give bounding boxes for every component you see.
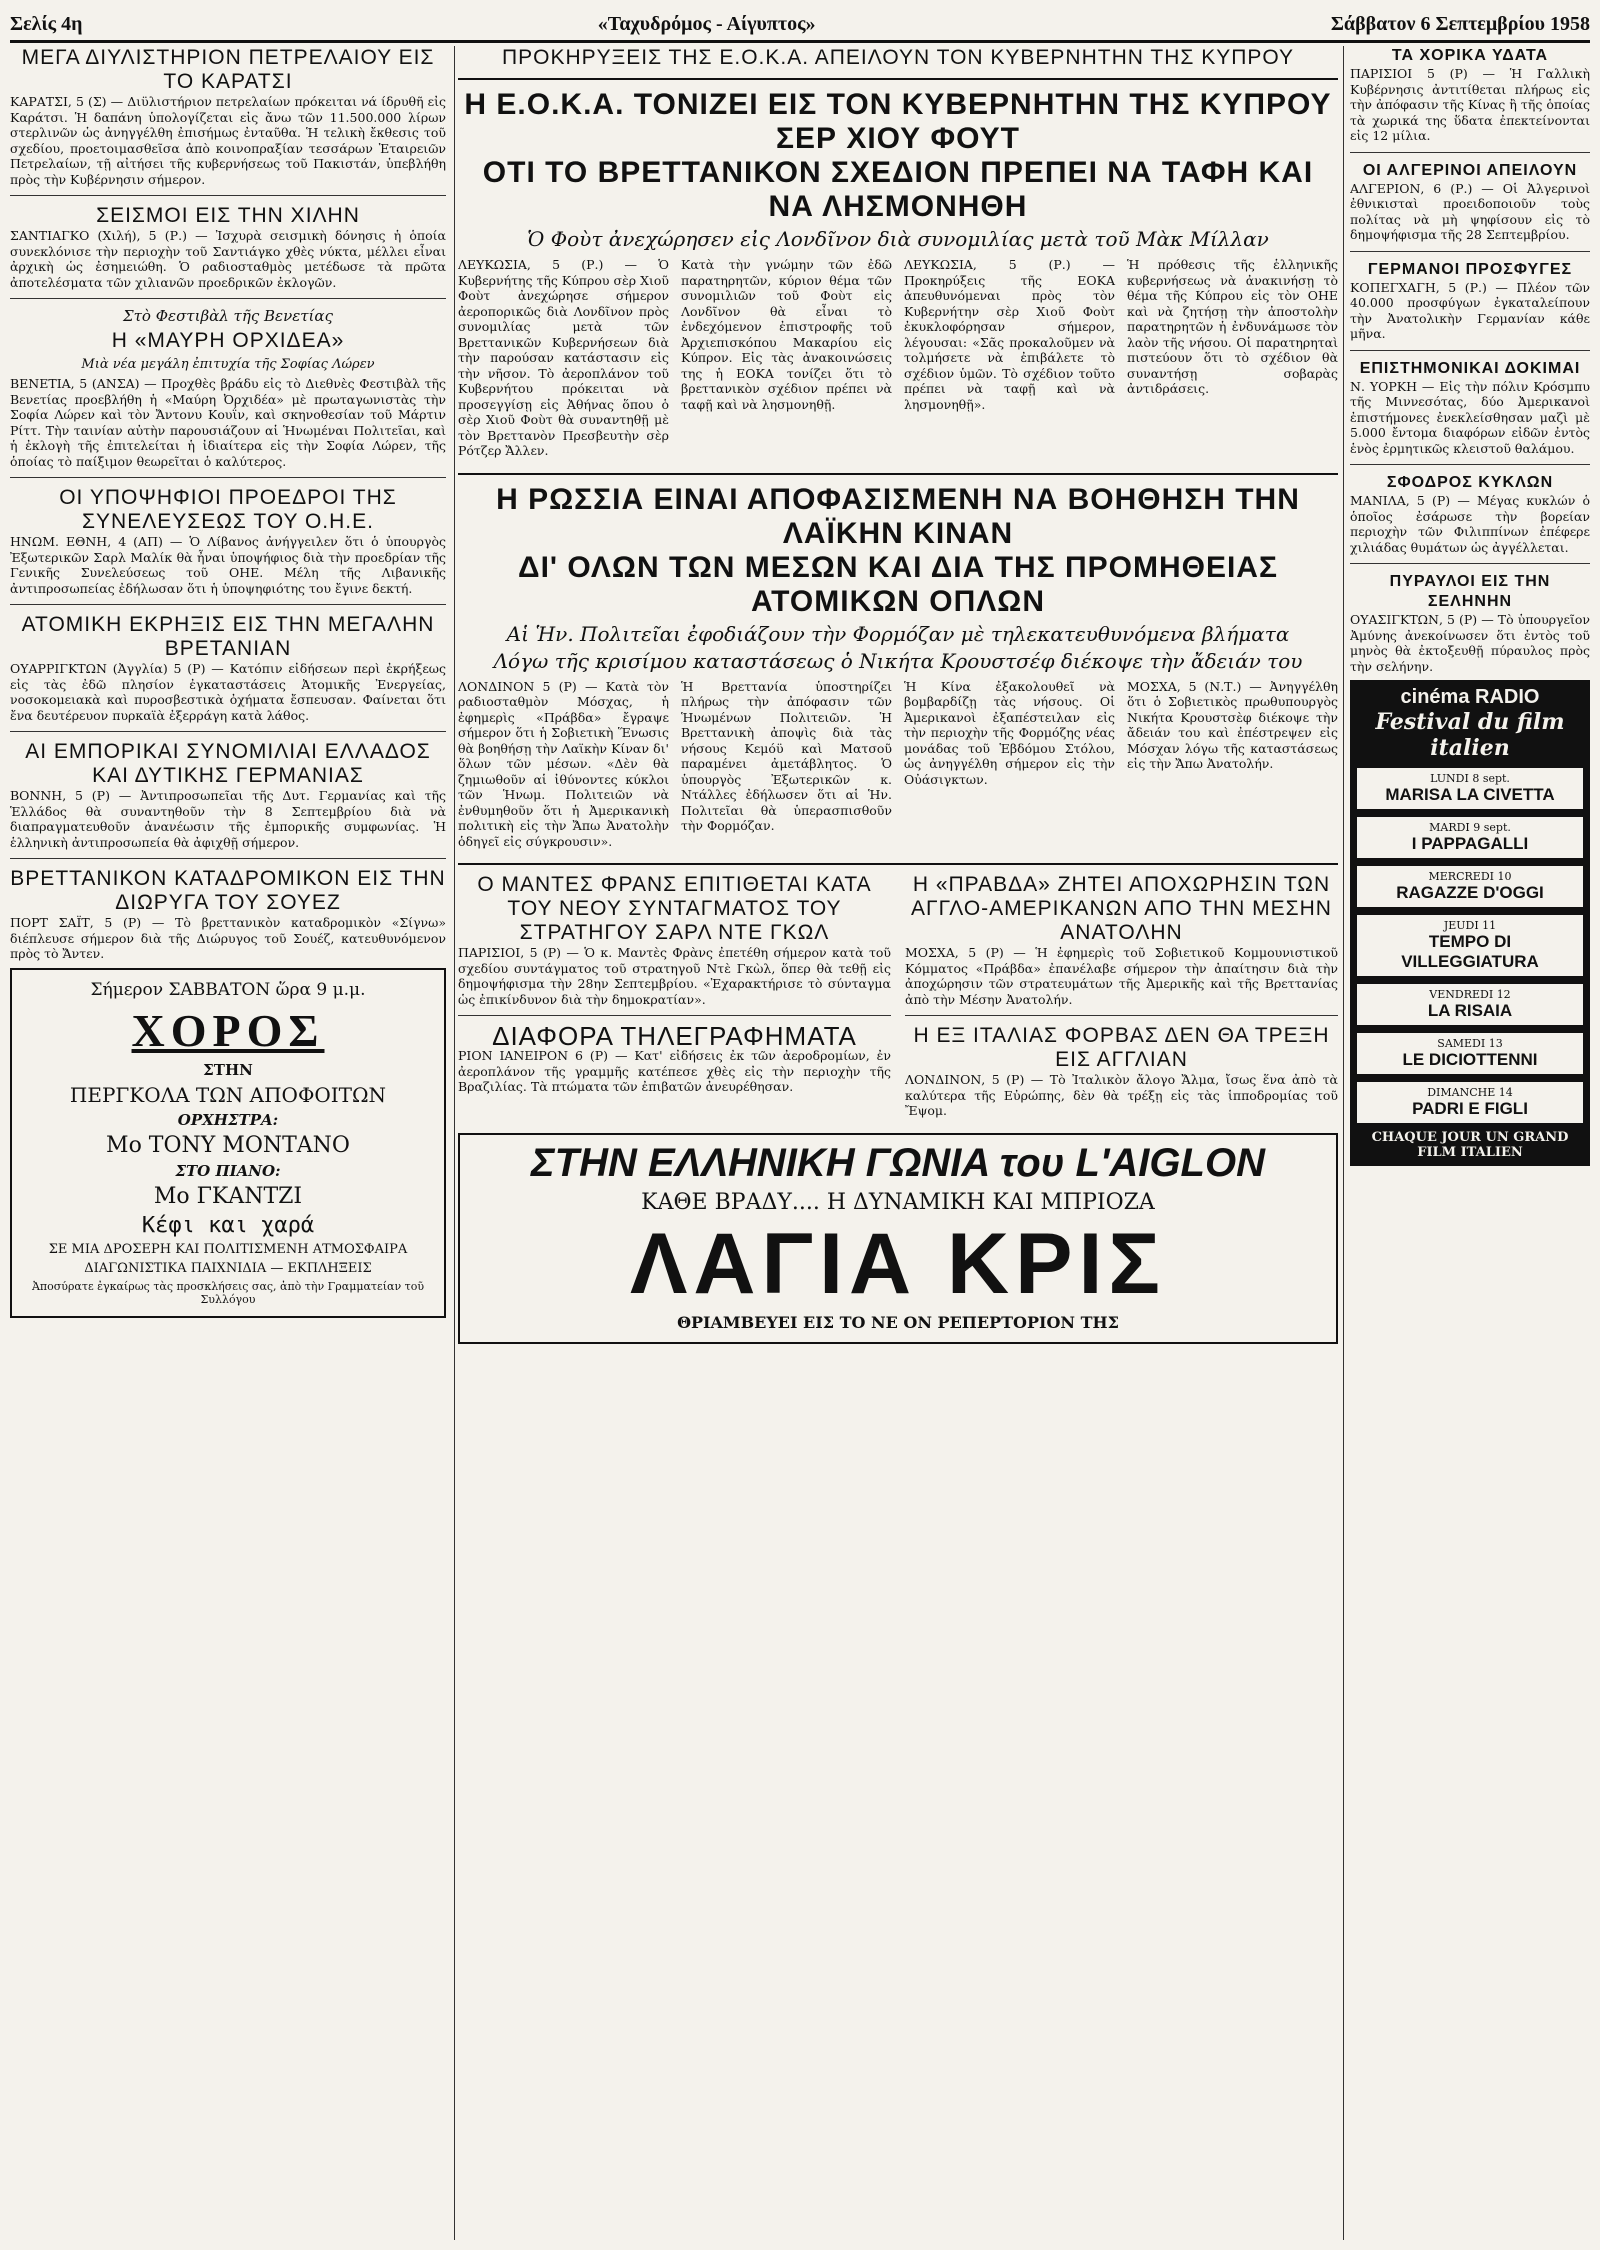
fun-games: ΔΙΑΓΩΝΙΣΤΙΚΑ ΠΑΙΧΝΙΔΙΑ — ΕΚΠΛΗΞΕΙΣ: [84, 1260, 372, 1276]
article-science: Ν. ΥΟΡΚΗ — Εἰς τὴν πόλιν Κρόσμπυ τῆς Μιννεσότας, δύο Ἀμερικανοὶ ἐπιστήμονες ἐνεκλείσθησαν μαζὶ μὲ 5.000 ἔντομα διαφόρων εἰδῶν ἐντὸς ἑνὸς ἐρμητικῶς κλειστοῦ θαλάμου.: [1350, 378, 1590, 456]
orchestra-name: Μο ΤΟΝΥ ΜΟΝΤΑΝΟ: [106, 1132, 350, 1158]
kicker-venice: Στὸ Φεστιβὰλ τῆς Βενετίας: [123, 307, 333, 325]
subhead-foot: Ὁ Φοὺτ ἀνεχώρησεν εἰς Λονδῖνον διὰ συνομιλίας μετὰ τοῦ Μὰκ Μίλλαν: [527, 227, 1269, 251]
film-day: MERCREDI 10: [1428, 870, 1512, 883]
film-title: LE DICIOTTENNI: [1402, 1050, 1538, 1069]
dance-time: Σήμερον ΣΑΒΒΑΤΟΝ ὥρα 9 μ.μ.: [90, 979, 366, 1000]
film-day: DIMANCHE 14: [1427, 1086, 1513, 1099]
headline-cruiser: ΒΡΕΤΤΑΝΙΚΟΝ ΚΑΤΑΔΡΟΜΙΚΟΝ ΕΙΣ ΤΗΝ ΔΙΩΡΥΓΑ ΤΟΥ ΣΟΥΕΖ: [10, 867, 446, 914]
aiglon-star: ΛΑΓΙΑ ΚΡΙΣ: [629, 1215, 1167, 1312]
article-un: ΗΝΩΜ. ΕΘΝΗ, 4 (ΑΠ) — Ὁ Λίβανος ἀνήγγειλεν ὅτι ὁ ὑπουργὸς Ἐξωτερικῶν Σαρλ Μαλίκ θὰ ἦναι ὑποψήφιος διὰ τὴν προεδρίαν τῆς Γενικῆς Συνελεύσεως τοῦ ΟΗΕ. Μέλη τῆς Λιβανικῆς ἀντιπροσωπείας ἐδήλωσαν ὅτι ἡ ὑποψηφιότης του ἔγινε δεκτή.: [10, 534, 446, 596]
kicker-cyprus: ΠΡΟΚΗΡΥΞΕΙΣ ΤΗΣ Ε.Ο.Κ.Α. ΑΠΕΙΛΟΥΝ ΤΟΝ ΚΥΒΕΡΝΗΤΗΝ ΤΗΣ ΚΥΠΡΟΥ: [501, 46, 1295, 69]
film-day: MARDI 9 sept.: [1429, 821, 1511, 834]
headline-telegrams: ΔΙΑΦΟΡΑ ΤΗΛΕΓΡΑΦΗΜΑΤΑ: [492, 1021, 857, 1051]
right-column: [1350, 46, 1590, 2240]
article-horse: ΛΟΝΔΙΝΟΝ, 5 (Ρ) — Τὸ Ἰταλικὸν ἄλογο Ἄλμα, ἴσως ἕνα ἀπὸ τὰ καλύτερα τῆς Εὐρώπης, δὲν θὰ τρέξῃ εἰς τὰς ἱπποδρομίας τοῦ Ἔψομ.: [905, 1072, 1338, 1118]
film-day: VENDREDI 12: [1429, 988, 1511, 1001]
aiglon-sub: ΚΑΘΕ ΒΡΑΔΥ.... Η ΔΥΝΑΜΙΚΗ ΚΑΙ ΜΠΡΙΟΖΑ: [641, 1189, 1155, 1215]
film-title: PADRI E FIGLI: [1412, 1099, 1528, 1118]
page-header: [10, 8, 1590, 43]
article-russia-3: Ἡ Κίνα ἐξακολουθεῖ νὰ βομβαρδίζῃ τὰς νήσους. Οἱ Ἀμερικανοὶ ἐξαπέστειλαν εἰς τὴν περιοχὴν τῆς Φορμόζης νέας μονάδας τοῦ Ἑβδόμου Στόλου, ὡς ἀνηγγέλθη σήμερον εἰς τὴν Οὐάσιγκτων.: [904, 678, 1115, 787]
subhead-formosa: Αἱ Ἡν. Πολιτεῖαι ἐφοδιάζουν τὴν Φορμόζαν μὲ τηλεκατευθυνόμενα βλήματα: [506, 621, 1290, 646]
film-title: RAGAZZE D'OGGI: [1396, 883, 1544, 902]
headline-orchid: Η «ΜΑΥΡΗ ΟΡΧΙΔΕΑ»: [111, 329, 345, 352]
article-cruiser: ΠΟΡΤ ΣΑΪΤ, 5 (Ρ) — Τὸ βρεττανικὸν καταδρομικὸν «Σίγνω» διέπλευσε σήμερον διὰ τῆς Διώρυγος τοῦ Σουέζ, κατευθυνόμενον πρὸς τὸ Ἄντεν.: [10, 915, 446, 961]
headline-science: ΕΠΙΣΤΗΜΟΝΙΚΑΙ ΔΟΚΙΜΑΙ: [1359, 359, 1581, 377]
aiglon-headline: ΣΤΗΝ ΕΛΛΗΝΙΚΗ ΓΩΝΙΑ του L'AIGLON: [531, 1140, 1265, 1185]
cinema-ad: [1350, 680, 1590, 1166]
headline-horse: Η ΕΞ ΙΤΑΛΙΑΣ ΦΟΡΒΑΣ ΔΕΝ ΘΑ ΤΡΕΞΗ ΕΙΣ ΑΓΓΛΙΑΝ: [913, 1024, 1330, 1071]
piano-name: Μο ΓΚΑΝΤΖΙ: [153, 1183, 303, 1209]
article-cyprus-3: ΛΕΥΚΩΣΙΑ, 5 (Ρ.) — Προκηρύξεις τῆς ΕΟΚΑ ἀπευθυνόμεναι πρὸς τὸν Κυβερνήτην σὲρ Χιοῦ Φοὺτ ἐκυκλοφόρησαν σήμερον, λέγουσαι: «Σᾶς προκαλοῦμεν νὰ τολμήσετε νὰ ἐπιβάλετε τὸ σχέδιον ὑμῶν. Τὸ σχέδιον τοῦτο πρέπει νὰ ταφῇ καὶ νὰ λησμονηθῇ».: [904, 257, 1115, 412]
headline-eoka-2: ΟΤΙ ΤΟ ΒΡΕΤΤΑΝΙΚΟΝ ΣΧΕΔΙΟΝ ΠΡΕΠΕΙ ΝΑ ΤΑΦΗ ΚΑΙ ΝΑ ΛΗΣΜΟΝΗΘΗ: [482, 156, 1314, 223]
film-title: LA RISAIA: [1427, 1001, 1513, 1020]
page-number: Σελίς 4η: [10, 12, 83, 35]
film-entry: [1356, 1032, 1584, 1075]
dance-ad: [10, 968, 446, 1318]
festival-footer: CHAQUE JOUR UN GRAND FILM ITALIEN: [1371, 1130, 1569, 1160]
dance-at: ΣΤΗΝ: [203, 1060, 253, 1079]
headline-atomic: ΑΤΟΜΙΚΗ ΕΚΡΗΞΙΣ ΕΙΣ ΤΗΝ ΜΕΓΑΛΗΝ ΒΡΕΤΑΝΙΑΝ: [21, 613, 435, 660]
issue-date: Σάββατον 6 Σεπτεμβρίου 1958: [1330, 12, 1590, 35]
column-rule: [454, 46, 455, 2240]
headline-mendes-france: Ο ΜΑΝΤΕΣ ΦΡΑΝΣ ΕΠΙΤΙΘΕΤΑΙ ΚΑΤΑ ΤΟΥ ΝΕΟΥ ΣΥΝΤΑΓΜΑΤΟΣ ΤΟΥ ΣΤΡΑΤΗΓΟΥ ΣΑΡΛ ΝΤΕ ΓΚΩΛ: [477, 873, 872, 944]
article-cyprus-2: Κατὰ τὴν γνώμην τῶν ἐδῶ παρατηρητῶν, κύριον θέμα τῶν συνομιλιῶν τοῦ Φοὺτ εἰς Λονδῖνον θὰ εἶναι τὸ ἐνδεχόμενον ἐπιστροφῆς τοῦ Ἀρχιεπισκόπου Μακαρίου εἰς Κύπρον. Εἰς τὰς ἀνακοινώσεις της ἡ ΕΟΚΑ τονίζει ὅτι τὸ βρεττανικὸν σχέδιον πρέπει νὰ ταφῇ καὶ νὰ λησμονηθῇ.: [681, 257, 892, 412]
article-cyclone: ΜΑΝΙΛΑ, 5 (Ρ) — Μέγας κυκλών ὁ ὁποῖος ἐσάρωσε τὴν βορείαν περιοχὴν τῶν Φιλιππίνων ἐπέφερε χιλιάδας θυμάτων ὡς ἀγγέλλεται.: [1350, 493, 1590, 555]
article-refugees: ΚΟΠΕΓΧΑΓΗ, 5 (Ρ.) — Πλέον τῶν 40.000 προσφύγων ἐγκαταλείπουν τὴν Ἀνατολικὴν Γερμανίαν κάθε μῆνα.: [1350, 279, 1590, 341]
film-title: MARISA LA CIVETTA: [1385, 785, 1555, 804]
headline-waters: ΤΑ ΧΟΡΙΚΑ ΥΔΑΤΑ: [1391, 47, 1549, 64]
article-pravda: ΜΟΣΧΑ, 5 (Ρ) — Ἡ ἐφημερὶς τοῦ Σοβιετικοῦ Κομμουνιστικοῦ Κόμματος «Πράβδα» ἐπανέλαβε σήμερον τὴν ἀπαίτησιν διὰ τὴν ἀποχώρησιν τῶν στρατευμάτων τῆς Ἀμερικῆς καὶ τῆς Βρεττανίας ἀπὸ τὴν Μέσην Ἀνατολήν.: [905, 945, 1338, 1007]
headline-trade: ΑΙ ΕΜΠΟΡΙΚΑΙ ΣΥΝΟΜΙΛΙΑΙ ΕΛΛΑΔΟΣ ΚΑΙ ΔΥΤΙΚΗΣ ΓΕΡΜΑΝΙΑΣ: [25, 740, 431, 787]
film-entry: [1356, 1081, 1584, 1124]
headline-pravda: Η «ΠΡΑΒΔΑ» ΖΗΤΕΙ ΑΠΟΧΩΡΗΣΙΝ ΤΩΝ ΑΓΓΛΟ-ΑΜΕΡΙΚΑΝΩΝ ΑΠΟ ΤΗΝ ΜΕΣΗΝ ΑΝΑΤΟΛΗΝ: [911, 873, 1332, 944]
left-column: [10, 46, 446, 2240]
article-algerians: ΑΛΓΕΡΙΟΝ, 6 (Ρ.) — Οἱ Ἀλγερινοὶ ἐθνικισταὶ προειδοποιοῦν τοὺς πολίτας νὰ μὴ ψηφίσουν εἰς τὸ δημοψήφισμα τῆς 28 Σεπτεμβρίου.: [1350, 180, 1590, 242]
masthead: «Ταχυδρόμος - Αίγυπτος»: [597, 12, 816, 35]
article-cyprus-4: Ἡ πρόθεσις τῆς ἑλληνικῆς κυβερνήσεως νὰ ἀνακινήσῃ τὸ θέμα τῆς Κύπρου εἰς τὸν ΟΗΕ καὶ νὰ ζητήσῃ τὴν ἀποστολὴν παρατηρητῶν ἡ ἐνδυνάμωσε τὸν λαὸν τῆς νήσου. Οἱ παρατηρηταὶ πιστεύουν ὅτι τὸ σχέδιον θὰ συναντήσῃ σοβαρὰς ἀντιδράσεις.: [1127, 257, 1338, 396]
article-russia-2: Ἡ Βρεττανία ὑποστηρίζει πλήρως τὴν ἀπόφασιν τῶν Ἡνωμένων Πολιτειῶν. Ἡ Βρεττανικὴ ἀποψὶς διὰ τὰς νήσους Κεμόϋ καὶ Ματσοῦ παραμένει ἀμετάβλητος. Ὁ ὑπουργὸς Ἐξωτερικῶν κ. Ντάλλες ἐδήλωσεν ὅτι αἱ Ἡν. Πολιτεῖαι θὰ ὑπερασπισθοῦν τὴν Φορμόζαν.: [681, 678, 892, 833]
article-cyprus-1: ΛΕΥΚΩΣΙΑ, 5 (Ρ.) — Ὁ Κυβερνήτης τῆς Κύπρου σὲρ Χιοῦ Φοὺτ ἀνεχώρησε σήμερον ἀεροπορικῶς διὰ Λονδῖνον πρὸς συνομιλίας μετὰ τῶν Βρεττανικῶν Κυβερνήσεων διὰ τὴν παρούσαν κατάστασιν εἰς τὴν νῆσον. Τὸ ἀεροπλάνον τοῦ Κυβερνήτου πρόκειται νὰ προσεγγίσῃ εἰς Ἀθήνας ὅπου ὁ σὲρ Χιοῦ Φοὺτ θὰ συναντηθῇ μὲ τὸν Βρεττανὸν Πρεσβευτὴν σὲρ Ρότζερ Ἄλλεν.: [458, 257, 669, 458]
film-day: JEUDI 11: [1443, 919, 1497, 932]
dance-title: ΧΟΡΟΣ: [131, 1004, 325, 1056]
headline-eoka-1: Η Ε.Ο.Κ.Α. ΤΟΝΙΖΕΙ ΕΙΣ ΤΟΝ ΚΥΒΕΡΝΗΤΗΝ ΤΗΣ ΚΥΠΡΟΥ ΣΕΡ ΧΙΟΥ ΦΟΥΤ: [464, 88, 1332, 155]
article-atomic: ΟΥΑΡΡΙΓΚΤΩΝ (Ἀγγλία) 5 (Ρ) — Κατόπιν εἰδήσεων περὶ ἐκρήξεως εἰς τὰς ἐδῶ πλησίον ἐγκαταστάσεις Ἀτομικῆς Ἐνεργείας, νοσοκομειακὰ καὶ πυροσβεστικὰ ὀχήματα ἔσπευσαν. Φαίνεται ὅτι ἔνα δευτέρευον πυρκαϊὰ ἐξερράγη κατὰ λάθος.: [10, 661, 446, 723]
fun-invites: Ἀποσύρατε ἐγκαίρως τὰς προσκλήσεις σας, ἀπὸ τὴν Γραμματείαν τοῦ Συλλόγου: [31, 1279, 425, 1306]
article-refinery: ΚΑΡΑΤΣΙ, 5 (Σ) — Διϋλιστήριον πετρελαίων πρόκειται νά ίδρυθῆ εἰς Καράτσι. Ἡ δαπάνη ὑπολογίζεται εἰς ἄνω τῶν 11.500.000 λίρων στερλινῶν ὡς ἀνηγγέλθη ἐπισήμως ἐνταῦθα. Ἡ τελικὴ ἔκθεσις τοῦ σχεδίου, προετοιμασθεῖσα ἀπὸ κοινοπραξίαν τεσσάρων Ἑταιρειῶν Πετρελαίων, τῇ αἰτήσει τῆς κυβερνήσεως τοῦ Πακιστάν, ὑπεβλήθη πρὸς τὴν Κυβέρνησιν σήμερον.: [10, 94, 446, 187]
article-waters: ΠΑΡΙΣΙΟΙ 5 (Ρ) — Ἡ Γαλλικὴ Κυβέρνησις ἀντιτίθεται πλήρως εἰς τὴν ἀπόφασιν τῆς Κίνας ἢ τῆς ὁποίας τὰ χωρικά της ὕδατα ἐπεκτείνονται εἰς 12 μίλια.: [1350, 66, 1590, 143]
film-day: LUNDI 8 sept.: [1430, 772, 1510, 785]
film-entry: [1356, 865, 1584, 908]
fun-atmosphere: ΣΕ ΜΙΑ ΔΡΟΣΕΡΗ ΚΑΙ ΠΟΛΙΤΙΣΜΕΝΗ ΑΤΜΟΣΦΑΙΡΑ: [48, 1241, 408, 1257]
aiglon-ad: [458, 1133, 1338, 1344]
film-title: I PAPPAGALLI: [1411, 834, 1529, 853]
aiglon-foot: ΘΡΙΑΜΒΕΥΕΙ ΕΙΣ ΤΟ ΝΕ ΟΝ ΡΕΠΕΡΤΟΡΙΟΝ ΤΗΣ: [677, 1312, 1119, 1332]
center-columns: [458, 46, 1338, 2240]
orchestra-label: ΟΡΧΗΣΤΡΑ:: [177, 1110, 279, 1129]
dance-venue: ΠΕΡΓΚΟΛΑ ΤΩΝ ΑΠΟΦΟΙΤΩΝ: [69, 1082, 387, 1107]
film-entry: [1356, 983, 1584, 1026]
headline-un: ΟΙ ΥΠΟΨΗΦΙΟΙ ΠΡΟΕΔΡΟΙ ΤΗΣ ΣΥΝΕΛΕΥΣΕΩΣ ΤΟΥ Ο.Η.Ε.: [59, 486, 397, 533]
film-entry: [1356, 914, 1584, 977]
article-orchid: ΒΕΝΕΤΙΑ, 5 (ΑΝΣΑ) — Προχθὲς βράδυ εἰς τὸ Διεθνὲς Φεστιβὰλ τῆς Βενετίας προεβλήθη ἡ «Μαύρη Ὀρχιδέα» μὲ πρωταγωνιστὰς τὴν Σοφία Λώρεν καὶ τὸν Ἄντονυ Κουΐν, καὶ σκηνοθεσίαν τοῦ Μάρτιν Ρίττ. Τὴν ταινίαν αὐτὴν παρουσιάζουν αἱ Ἡνωμέναι Πολιτεῖαι, καὶ ἡ ἐκλογὴ τῆς ἐπιτελείται ἡ ἰδιαίτερα εἰς τὴν Σοφία Λώρεν, τῆς ὁποίας τὸ παίξιμον θεωρεῖται ὁ καλύτερος.: [10, 376, 446, 469]
column-rule: [1343, 46, 1344, 2240]
article-telegrams: ΡΙΟΝ ΙΑΝΕΙΡΟΝ 6 (Ρ) — Κατ' εἰδήσεις ἐκ τῶν ἀεροδρομίων, ἐν ἀεροπλάνον τῆς γραμμῆς κατέπεσε χθὲς εἰς τὴν περιοχὴν τῆς Βραζιλίας. Τὰ πτώματα τῶν ἐπιβατῶν ἀνευρέθησαν.: [458, 1048, 891, 1094]
article-moon: ΟΥΑΣΙΓΚΤΩΝ, 5 (Ρ) — Τὸ ὑπουργεῖον Ἀμύνης ἀνεκοίνωσεν ὅτι ἐντὸς τοῦ μηνὸς θὰ ἐκτοξευθῇ πύραυλος πρὸς τὴν σελήνην.: [1350, 612, 1590, 674]
headline-refinery: ΜΕΓΑ ΔΙΥΛΙΣΤΗΡΙΟΝ ΠΕΤΡΕΛΑΙΟΥ ΕΙΣ ΤΟ ΚΑΡΑΤΣΙ: [21, 46, 435, 93]
subhead-khrushchev: Λόγω τῆς κρισίμου καταστάσεως ὁ Νικήτα Κρουστσέφ διέκοψε τὴν ἄδειάν του: [493, 648, 1303, 673]
film-list: [1356, 767, 1584, 1124]
article-mendes-france: ΠΑΡΙΣΙΟΙ, 5 (Ρ) — Ὁ κ. Μαντὲς Φρὰνς ἐπετέθη σήμερον κατὰ τοῦ σχεδίου συντάγματος τοῦ στρατηγοῦ Ντὲ Γκὼλ, ὅπερ θὰ τεθῇ εἰς δημοψήφισμα τὴν 28ην Σεπτεμβρίου. «Ἐχαρακτήρισε τὸ σύνταγμα ὡς ἐπικίνδυνον διὰ τὴν δημοκρατίαν».: [458, 945, 891, 1007]
film-day: SAMEDI 13: [1437, 1037, 1503, 1050]
fun-line: Κέφι και χαρά: [141, 1212, 315, 1238]
cinema-name: cinéma RADIO: [1400, 686, 1540, 708]
festival-title: Festival du film italien: [1375, 709, 1565, 761]
headline-cyclone: ΣΦΟΔΡΟΣ ΚΥΚΛΩΝ: [1386, 474, 1554, 491]
headline-algerians: ΟΙ ΑΛΓΕΡΙΝΟΙ ΑΠΕΙΛΟΥΝ: [1362, 161, 1578, 179]
headline-russia-2: ΔΙ' ΟΛΩΝ ΤΩΝ ΜΕΣΩΝ ΚΑΙ ΔΙΑ ΤΗΣ ΠΡΟΜΗΘΕΙΑΣ ΑΤΟΜΙΚΩΝ ΟΠΛΩΝ: [518, 550, 1278, 618]
headline-moon: ΠΥΡΑΥΛΟΙ ΕΙΣ ΤΗΝ ΣΕΛΗΝΗΝ: [1389, 573, 1551, 610]
headline-refugees: ΓΕΡΜΑΝΟΙ ΠΡΟΣΦΥΓΕΣ: [1367, 260, 1573, 278]
article-trade: ΒΟΝΝΗ, 5 (Ρ) — Ἀντιπροσωπεῖαι τῆς Δυτ. Γερμανίας καὶ τῆς Ἑλλάδος θὰ συναντηθοῦν τὴν 8 Σεπτεμβρίου διὰ νὰ διαπραγματευθοῦν ἀνανέωσιν τῆς ἐμπορικῆς συμφωνίας. Ἡ ἑλληνικὴ ἀντιπροσωπεία θὰ ἀφιχθῇ σήμερον.: [10, 788, 446, 850]
headline-chile: ΣΕΙΣΜΟΙ ΕΙΣ ΤΗΝ ΧΙΛΗΝ: [96, 204, 360, 227]
film-entry: [1356, 767, 1584, 810]
article-russia-4: ΜΟΣΧΑ, 5 (Ν.Τ.) — Ἀνηγγέλθη ὅτι ὁ Σοβιετικὸς πρωθυπουργὸς Νικήτα Κρουστσὲφ διέκοψε τὴν ἄδειάν του καὶ ἐπέστρεψεν εἰς Μόσχαν λόγω τῆς καταστάσεως εἰς τὴν Ἄπω Ἀνατολήν.: [1127, 678, 1338, 771]
film-entry: [1356, 816, 1584, 859]
film-title: TEMPO DI VILLEGGIATURA: [1401, 932, 1539, 971]
kicker-loren: Μιὰ νέα μεγάλη ἐπιτυχία τῆς Σοφίας Λώρεν: [81, 357, 375, 372]
article-russia-1: ΛΟΝΔΙΝΟΝ 5 (Ρ) — Κατὰ τὸν ραδιοσταθμὸν Μόσχας, ἡ ἐφημερὶς «Πράβδα» ἔγραψε σήμερον ὅτι ἡ Σοβιετικὴ Ἕνωσις θὰ βοηθήσῃ τὴν Λαϊκὴν Κίναν δι' ὅλων τῶν μέσων. «Δὲν θὰ ζημιωθοῦν αἱ ἰθύνοντες κύκλοι τῶν Ἡνωμ. Πολιτειῶν νὰ ἐνθυμηθοῦν ὅτι ἡ Ἀμερικανικὴ πολιτικὴ εἰς τὴν Ἄπω Ἀνατολὴν ὁδηγεῖ εἰς σύγκρουσιν».: [458, 678, 669, 849]
piano-label: ΣΤΟ ΠΙΑΝΟ:: [175, 1161, 281, 1180]
article-chile: ΣΑΝΤΙΑΓΚΟ (Χιλή), 5 (Ρ.) — Ἰσχυρὰ σεισμικὴ δόνησις ἡ ὁποία συνεκλόνισε τὴν περιοχὴν τοῦ Σαντιάγκο χθὲς νύκτα, μέλλει εἶναι ἀρχικὴ ὡς ἐσημειώθη. Ὁ ραδιοσταθμὸς μετέδωσε τὰ πρῶτα ἀποτελέσματα τῶν χιλιανῶν προεδρικῶν ἐκλογῶν.: [10, 228, 446, 290]
headline-russia-1: Η ΡΩΣΣΙΑ ΕΙΝΑΙ ΑΠΟΦΑΣΙΣΜΕΝΗ ΝΑ ΒΟΗΘΗΣΗ ΤΗΝ ΛΑΪΚΗΝ ΚΙΝΑΝ: [496, 482, 1300, 550]
